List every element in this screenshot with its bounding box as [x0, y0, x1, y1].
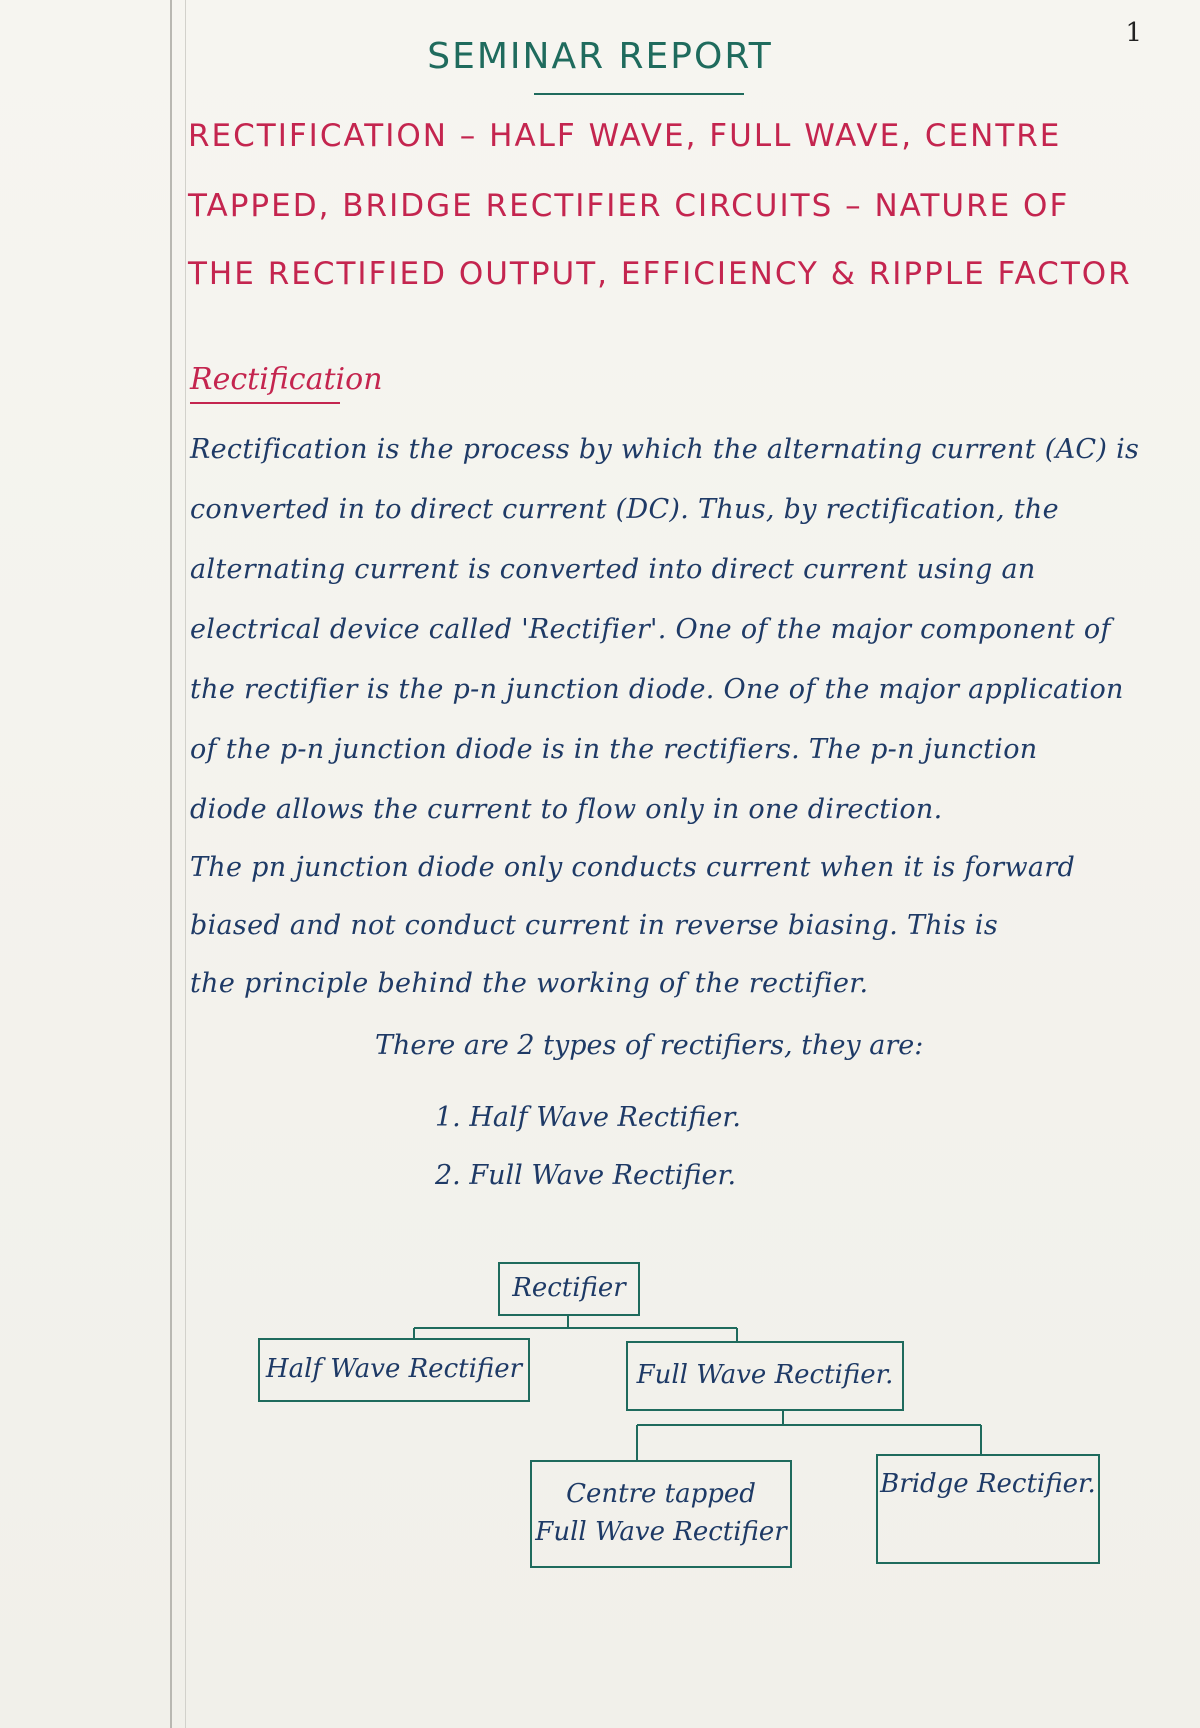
section-heading: Rectification: [190, 362, 383, 397]
topic-line-1: RECTIFICATION – HALF WAVE, FULL WAVE, CENTRE: [188, 118, 1062, 154]
bridge-rectifier-box: Bridge Rectifier.: [876, 1454, 1100, 1564]
body-line-2: converted in to direct current (DC). Thus, by rectification, the: [190, 494, 1059, 525]
page-number: 1: [1125, 18, 1142, 48]
body-line-4: electrical device called 'Rectifier'. One of the major component of: [190, 614, 1111, 645]
margin-line: [170, 0, 172, 1728]
centre-tapped-rectifier-box: [530, 1460, 792, 1568]
full-wave-rectifier-box: Full Wave Rectifier.: [626, 1341, 904, 1411]
report-title: SEMINAR REPORT: [427, 36, 773, 77]
half-wave-rectifier-box: Half Wave Rectifier: [258, 1338, 530, 1402]
type-item-2: 2. Full Wave Rectifier.: [435, 1160, 737, 1191]
centre-tapped-label-line-1: Centre tapped: [566, 1479, 756, 1510]
topic-line-2: TAPPED, BRIDGE RECTIFIER CIRCUITS – NATURE OF: [188, 188, 1070, 224]
types-intro: There are 2 types of rectifiers, they are:: [375, 1030, 924, 1061]
body-line-3: alternating current is converted into direct current using an: [190, 554, 1036, 585]
body-line-1: Rectification is the process by which the alternating current (AC) is: [190, 434, 1140, 465]
body-line-9: biased and not conduct current in reverse biasing. This is: [190, 910, 999, 941]
type-item-1: 1. Half Wave Rectifier.: [435, 1102, 741, 1133]
rectifier-box: Rectifier: [498, 1262, 640, 1316]
body-line-6: of the p-n junction diode is in the rectifiers. The p-n junction: [190, 734, 1038, 765]
body-line-10: the principle behind the working of the rectifier.: [190, 968, 869, 999]
body-line-5: the rectifier is the p-n junction diode. One of the major application: [190, 674, 1124, 705]
margin-line-inner: [185, 0, 186, 1728]
centre-tapped-label-line-2: Full Wave Rectifier: [535, 1517, 787, 1547]
title-underline: [534, 93, 744, 95]
topic-line-3: THE RECTIFIED OUTPUT, EFFICIENCY & RIPPLE FACTOR: [188, 256, 1132, 292]
body-line-8: The pn junction diode only conducts current when it is forward: [190, 852, 1076, 883]
body-line-7: diode allows the current to flow only in one direction.: [190, 794, 943, 825]
section-heading-underline: [190, 402, 340, 404]
